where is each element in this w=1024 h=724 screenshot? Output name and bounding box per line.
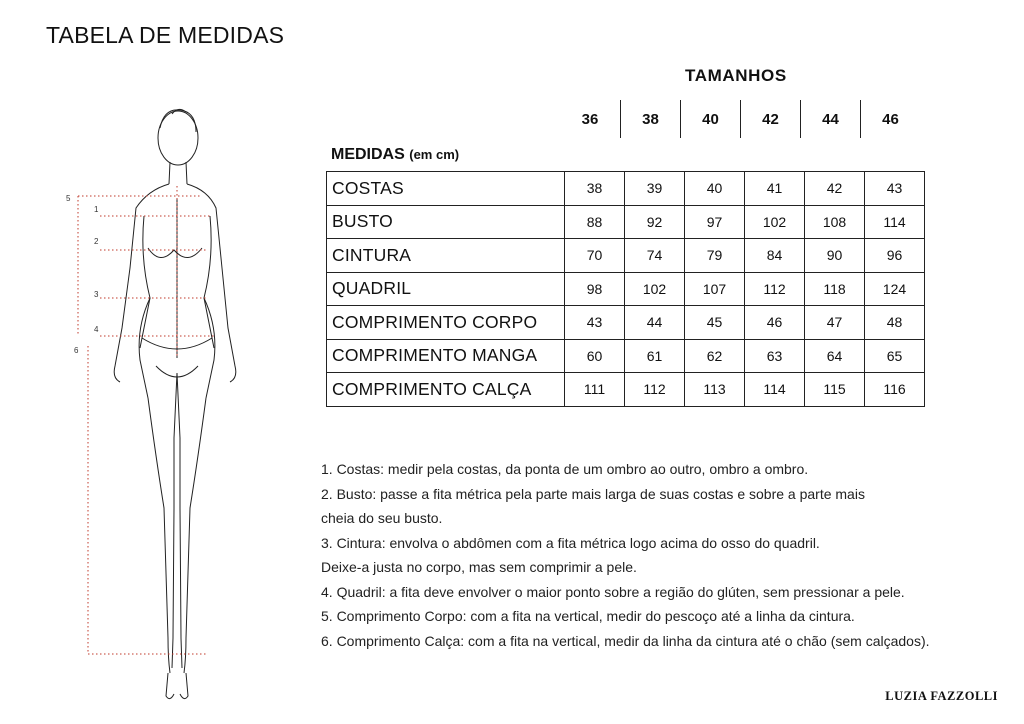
table-row xyxy=(327,172,925,206)
row-label: COSTAS xyxy=(327,172,565,206)
table-row xyxy=(327,373,925,407)
table-cell: 112 xyxy=(625,373,685,407)
table-cell: 63 xyxy=(745,339,805,373)
table-cell: 46 xyxy=(745,306,805,340)
table-cell: 39 xyxy=(625,172,685,206)
table-cell: 43 xyxy=(865,172,925,206)
table-cell: 61 xyxy=(625,339,685,373)
table-cell: 116 xyxy=(865,373,925,407)
mark-2: 2 xyxy=(94,237,99,246)
table-cell: 42 xyxy=(805,172,865,206)
table-cell: 108 xyxy=(805,205,865,239)
measures-heading-text: MEDIDAS xyxy=(331,146,405,163)
table-cell: 64 xyxy=(805,339,865,373)
mark-5: 5 xyxy=(66,194,71,203)
table-cell: 98 xyxy=(565,272,625,306)
table-cell: 96 xyxy=(865,239,925,273)
measurement-instructions xyxy=(321,457,1011,653)
table-row xyxy=(327,339,925,373)
table-row xyxy=(327,306,925,340)
row-label: CINTURA xyxy=(327,239,565,273)
measures-heading xyxy=(331,146,459,164)
measures-unit: (em cm) xyxy=(409,147,460,162)
table-cell: 70 xyxy=(565,239,625,273)
table-cell: 43 xyxy=(565,306,625,340)
row-label: BUSTO xyxy=(327,205,565,239)
measurements-table xyxy=(326,171,925,407)
table-cell: 60 xyxy=(565,339,625,373)
table-cell: 114 xyxy=(745,373,805,407)
size-46: 46 xyxy=(860,100,920,138)
table-cell: 62 xyxy=(685,339,745,373)
table-cell: 102 xyxy=(745,205,805,239)
note-line: Deixe-a justa no corpo, mas sem comprimir a pele. xyxy=(321,559,637,575)
mark-1: 1 xyxy=(94,205,99,214)
table-cell: 124 xyxy=(865,272,925,306)
table-cell: 45 xyxy=(685,306,745,340)
size-40: 40 xyxy=(680,100,740,138)
body-figure-illustration xyxy=(60,98,260,718)
table-cell: 74 xyxy=(625,239,685,273)
table-row xyxy=(327,205,925,239)
table-cell: 115 xyxy=(805,373,865,407)
table-cell: 84 xyxy=(745,239,805,273)
table-cell: 79 xyxy=(685,239,745,273)
mark-6: 6 xyxy=(74,346,79,355)
table-row xyxy=(327,239,925,273)
note-line: 3. Cintura: envolva o abdômen com a fita métrica logo acima do osso do quadril. xyxy=(321,534,820,551)
table-cell: 107 xyxy=(685,272,745,306)
row-label: COMPRIMENTO CALÇA xyxy=(327,373,565,407)
table-cell: 113 xyxy=(685,373,745,407)
mark-4: 4 xyxy=(94,325,99,334)
note-line: 2. Busto: passe a fita métrica pela parte mais larga de suas costas e sobre a parte mais xyxy=(321,485,865,502)
size-header-row xyxy=(560,100,920,138)
note-line: 6. Comprimento Calça: com a fita na vertical, medir da linha da cintura até o chão (sem calçados). xyxy=(321,632,930,649)
table-cell: 88 xyxy=(565,205,625,239)
note-line: 5. Comprimento Corpo: com a fita na vertical, medir do pescoço até a linha da cintura. xyxy=(321,608,855,624)
row-label: COMPRIMENTO CORPO xyxy=(327,306,565,340)
brand-name: LUZIA FAZZOLLI xyxy=(885,689,998,703)
table-cell: 102 xyxy=(625,272,685,306)
table-cell: 111 xyxy=(565,373,625,407)
note-line: 1. Costas: medir pela costas, da ponta de um ombro ao outro, ombro a ombro. xyxy=(321,461,809,477)
table-cell: 38 xyxy=(565,172,625,206)
size-38: 38 xyxy=(620,100,680,138)
table-cell: 114 xyxy=(865,205,925,239)
row-label: QUADRIL xyxy=(327,272,565,306)
note-line: cheia do seu busto. xyxy=(321,510,443,526)
table-cell: 47 xyxy=(805,306,865,340)
table-cell: 41 xyxy=(745,172,805,206)
row-label: COMPRIMENTO MANGA xyxy=(327,339,565,373)
table-cell: 40 xyxy=(685,172,745,206)
figure-mark-labels xyxy=(66,194,99,355)
table-row xyxy=(327,272,925,306)
table-cell: 90 xyxy=(805,239,865,273)
table-cell: 97 xyxy=(685,205,745,239)
table-cell: 48 xyxy=(865,306,925,340)
page-title: TABELA DE MEDIDAS xyxy=(46,22,285,48)
note-line: 4. Quadril: a fita deve envolver o maior ponto sobre a região do glúten, sem pressionar a pele. xyxy=(321,583,905,600)
mark-3: 3 xyxy=(94,290,99,299)
table-cell: 44 xyxy=(625,306,685,340)
table-cell: 118 xyxy=(805,272,865,306)
size-36: 36 xyxy=(581,110,599,128)
size-44: 44 xyxy=(800,100,860,138)
sizes-heading: TAMANHOS xyxy=(685,66,787,85)
table-cell: 92 xyxy=(625,205,685,239)
table-cell: 112 xyxy=(745,272,805,306)
table-cell: 65 xyxy=(865,339,925,373)
size-42: 42 xyxy=(740,100,800,138)
